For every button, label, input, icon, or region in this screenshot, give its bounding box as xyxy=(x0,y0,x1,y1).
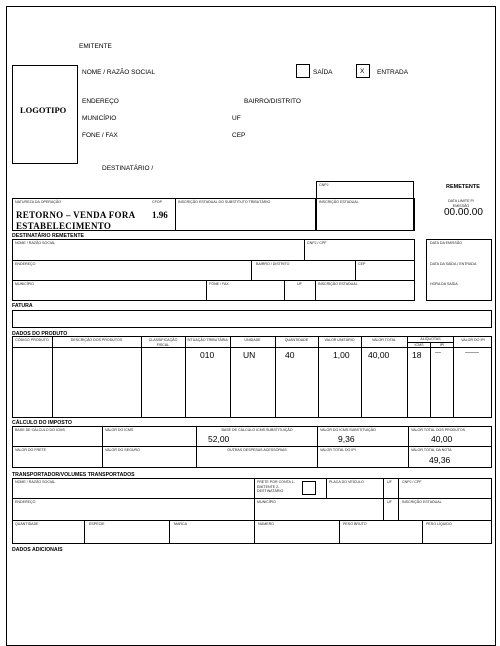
row-quantidade: 40 xyxy=(285,350,295,360)
base-icms-label: BASE DE CÁLCULO DO ICMS xyxy=(15,428,65,432)
dest-cnpj-label: CNPJ / CPF xyxy=(307,241,327,245)
col-unidade: UNIDADE xyxy=(244,338,261,342)
col-quantidade: QUANTIDADE xyxy=(284,338,309,342)
base-subst-label: BASE DE CÁLCULO ICMS SUBSTITUIÇÃO xyxy=(221,428,293,432)
imposto-title: CÁLCULO DO IMPOSTO xyxy=(12,420,72,426)
col-ipi: IPI xyxy=(439,343,445,347)
destinatario-label: DESTINATÁRIO / xyxy=(102,165,154,172)
col-classificacao: CLASSIFICAÇÃO FISCAL xyxy=(148,338,178,347)
row-ipi: --- xyxy=(435,350,441,356)
valor-nota-value: 49,36 xyxy=(429,455,451,465)
fone-label: FONE / FAX xyxy=(82,132,118,139)
row-icms: 18 xyxy=(412,350,422,360)
col-valor-ipi: VALOR DO IPI xyxy=(461,338,485,342)
produtos-table xyxy=(12,336,492,418)
cep-label: CEP xyxy=(232,132,246,139)
data-emissao-label: DATA DA EMISSÃO xyxy=(430,241,463,245)
col-codigo: CÓDIGO PRODUTO xyxy=(15,338,49,342)
dest-nome-label: NOME / RAZÃO SOCIAL xyxy=(15,241,56,245)
cfop-value: 1.96 xyxy=(152,210,168,220)
bairro-label: BAIRRO/DISTRITO xyxy=(244,98,301,105)
col-valor-total: VALOR TOTAL xyxy=(371,338,397,342)
adicionais-title: DADOS ADICIONAIS xyxy=(12,547,63,553)
natureza-value: RETORNO – VENDA FORA ESTABELECIMENTO xyxy=(16,210,135,231)
natureza-label: NATUREZA DA OPERAÇÃO xyxy=(15,200,62,204)
transp-ie-label: INSCRIÇÃO ESTADUAL xyxy=(402,500,442,504)
transp-uf2-label: UF xyxy=(387,500,392,504)
logo: LOGOTIPO xyxy=(20,105,67,115)
endereco-label: ENDEREÇO xyxy=(82,98,119,105)
transportador-title: TRANSPORTADOR/VOLUMES TRANSPORTADOS xyxy=(12,472,135,478)
col-icms: ICMS xyxy=(414,343,424,347)
row-valor-ipi: ------- xyxy=(465,350,479,356)
col-situacao: SITUAÇÃO TRIBUTÁRIA xyxy=(187,338,228,342)
transp-nome-label: NOME / RAZÃO SOCIAL xyxy=(15,480,56,484)
data-saida-label: DATA DA SAÍDA / ENTRADA xyxy=(430,262,477,266)
peso-bruto-label: PESO BRUTO xyxy=(343,522,367,526)
placa-label: PLACA DO VEÍCULO xyxy=(329,480,364,484)
valor-produtos-label: VALOR TOTAL DOS PRODUTOS xyxy=(411,428,466,432)
seguro-label: VALOR DO SEGURO xyxy=(105,448,140,452)
remetente-label: REMETENTE xyxy=(446,184,480,190)
dest-endereco-label: ENDEREÇO xyxy=(15,262,36,266)
transp-municipio-label: MUNICÍPIO xyxy=(257,500,276,504)
ie-subst-label: INSCRIÇÃO ESTADUAL DO SUBSTITUTO TRIBUTÁRIO xyxy=(178,200,271,204)
transp-uf-label: UF xyxy=(387,480,392,484)
emitente-label: EMITENTE xyxy=(79,43,112,50)
data-limite-value: 00.00.00 xyxy=(444,207,483,218)
dest-municipio-label: MUNICÍPIO xyxy=(15,282,34,286)
col-valor-unitario: VALOR UNITÁRIO xyxy=(324,338,355,342)
data-limite-label: DATA LIMITE P/ EMISSÃO xyxy=(448,199,474,208)
transp-quantidade-label: QUANTIDADE xyxy=(15,522,39,526)
col-aliquotas: ALÍQUOTAS xyxy=(420,337,441,341)
saida-checkbox[interactable] xyxy=(296,64,310,78)
transp-endereco-label: ENDEREÇO xyxy=(15,500,36,504)
frete-conta-label: FRETE POR CONTA 1-EMITENTE 2-DESTINATÁRIO xyxy=(257,480,295,493)
dest-cep-label: CEP xyxy=(358,262,366,266)
uf-label: UF xyxy=(232,115,241,122)
col-descricao: DESCRIÇÃO DOS PRODUTOS xyxy=(70,338,123,342)
dest-uf-label: UF xyxy=(297,282,302,286)
produtos-title: DADOS DO PRODUTO xyxy=(12,331,68,337)
frete-label: VALOR DO FRETE xyxy=(15,448,47,452)
dest-fone-label: FONE / FAX xyxy=(209,282,229,286)
valor-subst-label: VALOR DO ICMS SUBSTITUIÇÃO xyxy=(320,428,376,432)
cfop-label: CFOP xyxy=(152,200,162,204)
hora-saida-label: HORA DA SAÍDA xyxy=(430,282,458,286)
outras-despesas-label: OUTRAS DESPESAS ACESSÓRIAS xyxy=(227,448,287,452)
fatura-box xyxy=(12,310,492,328)
dest-ie-label: INSCRIÇÃO ESTADUAL xyxy=(318,282,358,286)
ipi-total-label: VALOR TOTAL DO IPI xyxy=(320,448,356,452)
fatura-title: FATURA xyxy=(12,303,33,309)
row-valor-total: 40,00 xyxy=(368,350,390,360)
peso-liquido-label: PESO LÍQUIDO xyxy=(426,522,452,526)
entrada-mark: X xyxy=(360,68,365,75)
valor-produtos-value: 40,00 xyxy=(431,434,453,444)
valor-nota-label: VALOR TOTAL DA NOTA xyxy=(411,448,452,452)
ie-label: INSCRIÇÃO ESTADUAL xyxy=(319,200,359,204)
imposto-box xyxy=(12,426,492,468)
municipio-label: MUNICÍPIO xyxy=(82,115,117,122)
cnpj-label: CNPJ xyxy=(319,183,329,187)
row-unidade: UN xyxy=(243,350,256,360)
datas-box xyxy=(426,239,492,301)
row-situacao: 010 xyxy=(200,350,215,360)
transp-numero-label: NÚMERO xyxy=(258,522,274,526)
nome-razao-label: NOME / RAZÃO SOCIAL xyxy=(82,69,155,76)
saida-label: SAÍDA xyxy=(313,69,333,76)
transp-marca-label: MARCA xyxy=(174,522,187,526)
row-valor-unitario: 1,00 xyxy=(333,350,350,360)
entrada-label: ENTRADA xyxy=(377,69,409,76)
frete-conta-checkbox[interactable] xyxy=(302,481,316,495)
dest-bairro-label: BAIRRO / DISTRITO xyxy=(256,262,290,266)
destinatario-title: DESTINATÁRIO REMETENTE xyxy=(12,233,84,239)
transp-cnpj-label: CNPJ / CPF xyxy=(402,480,422,484)
transp-especie-label: ESPÉCIE xyxy=(89,522,105,526)
valor-icms-label: VALOR DO ICMS xyxy=(105,428,134,432)
valor-subst-value: 9,36 xyxy=(338,434,355,444)
base-subst-value: 52,00 xyxy=(208,434,230,444)
